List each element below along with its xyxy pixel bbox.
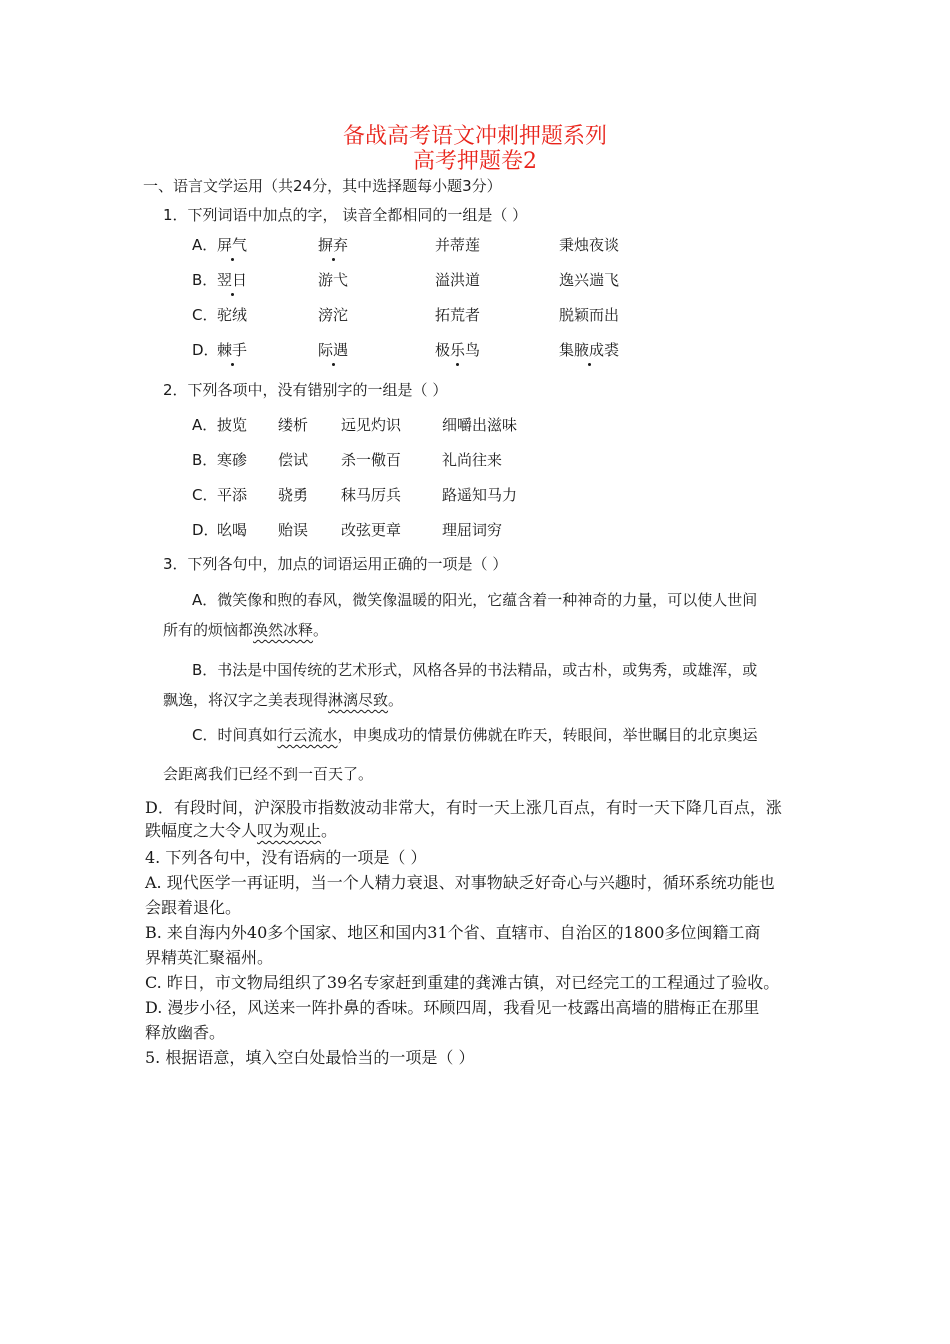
q2-stem: 2．下列各项中，没有错别字的一组是（ ） — [163, 381, 448, 399]
q3-option-a-line1: A．微笑像和煦的春风，微笑像温暖的阳光，它蕴含着一种神奇的力量，可以使人世间 — [192, 591, 758, 609]
q1-c-word-2: 滂沱 — [318, 306, 349, 324]
q1-option-c: C． — [192, 306, 218, 324]
q1-option-d: D． — [192, 341, 219, 359]
q4-option-b-line1: B. 来自海内外40多个国家、地区和国内31个省、直辖市、自治区的1800多位闽籍工商 — [145, 923, 761, 942]
q2-d-word-3: 改弦更章 — [341, 521, 402, 539]
q2-c-word-1: 平添 — [217, 486, 248, 504]
q1-b-word-4: 逸兴遄飞 — [559, 271, 620, 289]
document-subtitle: 高考押题卷2 — [413, 149, 537, 174]
q2-b-word-4: 礼尚往来 — [442, 451, 503, 469]
q1-b-word-2: 游弋 — [318, 271, 349, 289]
q1-stem: 1．下列词语中加点的字， 读音全都相同的一组是（ ） — [163, 206, 528, 224]
q3-option-c-line2: 会距离我们已经不到一百天了。 — [163, 765, 374, 783]
marked-phrase: 淋漓尽致 — [328, 691, 389, 709]
q2-d-word-2: 贻误 — [278, 521, 309, 539]
q3-stem: 3．下列各句中，加点的词语运用正确的一项是（ ） — [163, 555, 508, 573]
q3-option-d-line1: D．有段时间，沪深股市指数波动非常大，有时一天上涨几百点，有时一天下降几百点，涨 — [145, 798, 782, 817]
q2-option-b: B． — [192, 451, 218, 469]
q3-option-a-line2: 所有的烦恼都涣然冰释。 — [163, 621, 329, 639]
q1-a-word-2: 摒弃 — [318, 236, 349, 254]
q2-a-word-1: 披览 — [217, 416, 248, 434]
q1-c-word-4: 脱颖而出 — [559, 306, 620, 324]
q2-c-word-2: 骁勇 — [278, 486, 309, 504]
q3-option-b-line1: B．书法是中国传统的艺术形式，风格各异的书法精品，或古朴，或隽秀，或雄浑，或 — [192, 661, 758, 679]
q4-option-a-line1: A. 现代医学一再证明，当一个人精力衰退、对事物缺乏好奇心与兴趣时，循环系统功能也 — [145, 873, 775, 892]
q4-option-a-line2: 会跟着退化。 — [145, 898, 242, 917]
q2-option-d: D． — [192, 521, 219, 539]
marked-phrase: 行云流水 — [277, 726, 338, 744]
q4-option-c: C. 昨日，市文物局组织了39名专家赶到重建的龚滩古镇，对已经完工的工程通过了验收。 — [145, 973, 780, 992]
q3-option-b-line2: 飘逸，将汉字之美表现得淋漓尽致。 — [163, 691, 404, 709]
marked-phrase: 涣然冰释 — [253, 621, 314, 639]
q1-d-word-2: 际遇 — [318, 341, 349, 359]
q1-a-word-1: 屏气 — [217, 236, 248, 254]
section-heading: 一、语言文学运用（共24分，其中选择题每小题3分） — [143, 177, 502, 195]
q2-a-word-4: 细嚼出滋味 — [442, 416, 518, 434]
q3-option-c-line1: C．时间真如行云流水，申奥成功的情景仿佛就在昨天，转眼间，举世瞩目的北京奥运 — [192, 726, 758, 744]
q3-option-d-line2: 跌幅度之大令人叹为观止。 — [145, 821, 338, 840]
q1-d-word-4: 集腋成裘 — [559, 341, 620, 359]
q1-d-word-1: 棘手 — [217, 341, 248, 359]
q1-option-b: B． — [192, 271, 218, 289]
q2-a-word-2: 缕析 — [278, 416, 309, 434]
q2-option-a: A． — [192, 416, 218, 434]
q1-a-word-3: 并蒂莲 — [435, 236, 481, 254]
q1-b-word-3: 溢洪道 — [435, 271, 481, 289]
q2-option-c: C． — [192, 486, 218, 504]
q2-b-word-1: 寒碜 — [217, 451, 248, 469]
q4-option-b-line2: 界精英汇聚福州。 — [145, 948, 274, 967]
q1-d-word-3: 极乐鸟 — [435, 341, 481, 359]
q2-a-word-3: 远见灼识 — [341, 416, 402, 434]
document-title: 备战高考语文冲刺押题系列 — [342, 124, 607, 149]
q2-d-word-1: 吆喝 — [217, 521, 248, 539]
q2-b-word-2: 偿试 — [278, 451, 309, 469]
q2-d-word-4: 理屈词穷 — [442, 521, 503, 539]
q1-option-a — [192, 235, 216, 255]
q4-option-d-line1: D. 漫步小径，风送来一阵扑鼻的香味。环顾四周，我看见一枝露出高墙的腊梅正在那里 — [145, 998, 760, 1017]
q1-a-word-4: 秉烛夜谈 — [559, 236, 620, 254]
q2-c-word-3: 秣马厉兵 — [341, 486, 402, 504]
q4-stem: 4. 下列各句中，没有语病的一项是（ ） — [145, 848, 427, 867]
q1-b-word-1: 翌日 — [217, 271, 248, 289]
q5-stem: 5. 根据语意，填入空白处最恰当的一项是（ ） — [145, 1048, 475, 1067]
marked-phrase: 叹为观止 — [257, 821, 322, 840]
q1-c-word-3: 拓荒者 — [435, 306, 481, 324]
q2-c-word-4: 路遥知马力 — [442, 486, 518, 504]
option-label: A． — [192, 236, 218, 254]
q1-c-word-1: 驼绒 — [217, 306, 248, 324]
q4-option-d-line2: 释放幽香。 — [145, 1023, 226, 1042]
q2-b-word-3: 杀一儆百 — [341, 451, 402, 469]
